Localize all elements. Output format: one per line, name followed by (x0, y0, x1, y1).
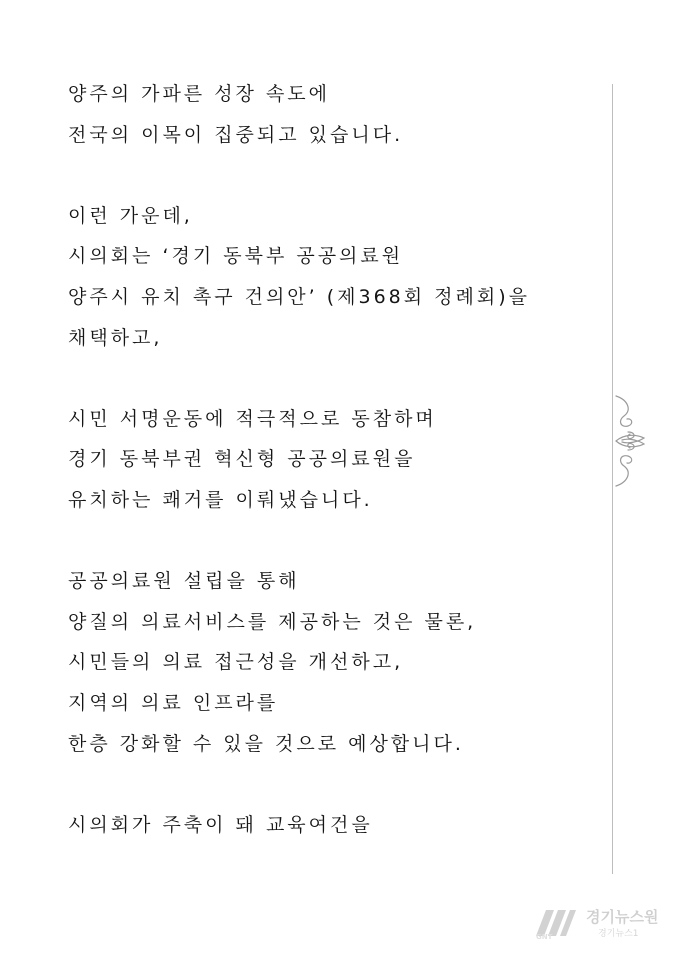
text-line: 유치하는 쾌거를 이뤄냈습니다. (68, 488, 373, 511)
text-line: 채택하고, (68, 326, 163, 349)
blank-line (68, 521, 588, 562)
text-line: 시의회가 주축이 돼 교육여건을 (68, 813, 373, 836)
watermark-subtitle: 경기뉴스1 (598, 929, 639, 939)
watermark-title: 경기뉴스원 (586, 908, 659, 926)
gnt-logo-icon (532, 906, 580, 940)
watermark (532, 902, 672, 946)
svg-text:GNT: GNT (536, 933, 553, 940)
text-line: 양주시 유치 촉구 건의안’ (제368회 정례회)을 (68, 285, 530, 308)
text-line: 경기 동북부권 혁신형 공공의료원을 (68, 448, 416, 471)
blank-line (68, 358, 588, 399)
blank-line (68, 155, 588, 196)
text-line: 전국의 이목이 집중되고 있습니다. (68, 123, 404, 146)
text-line: 시민 서명운동에 적극적으로 동참하며 (68, 407, 437, 430)
text-line: 양질의 의료서비스를 제공하는 것은 물론, (68, 610, 477, 633)
flourish-ornament-icon (614, 392, 654, 490)
text-line: 시의회는 ‘경기 동북부 공공의료원 (68, 245, 404, 268)
text-line: 공공의료원 설립을 통해 (68, 570, 300, 593)
text-line: 이런 가운데, (68, 204, 193, 227)
document-body (68, 74, 588, 845)
text-line: 시민들의 의료 접근성을 개선하고, (68, 651, 404, 674)
text-line: 양주의 가파른 성장 속도에 (68, 83, 331, 105)
blank-line (68, 764, 588, 805)
text-line: 한층 강화할 수 있을 것으로 예상합니다. (68, 732, 464, 755)
right-margin-line (612, 84, 613, 874)
text-line: 지역의 의료 인프라를 (68, 691, 279, 714)
